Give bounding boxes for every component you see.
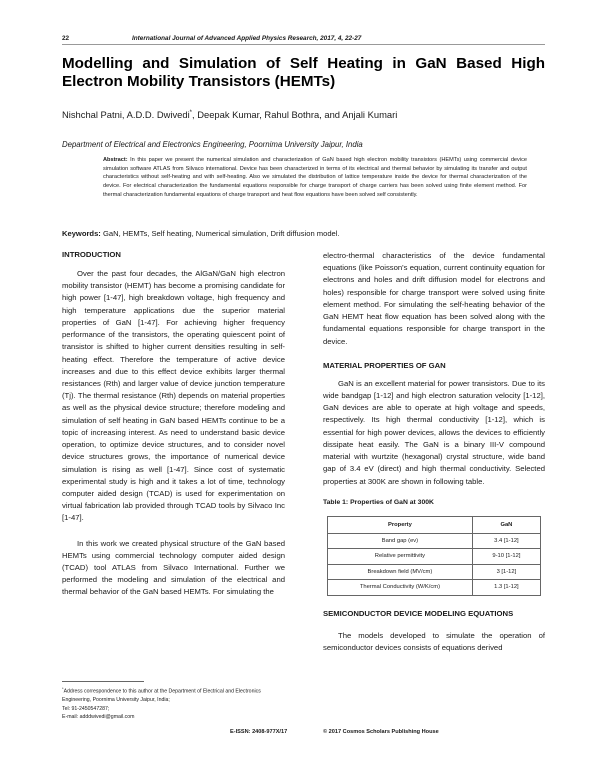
table-row xyxy=(328,533,541,549)
footnote-phone: Tel: 91-2450547287; xyxy=(62,705,110,712)
footer-publisher: © 2017 Cosmos Scholars Publishing House xyxy=(323,729,439,735)
corresponding-author-mark: * xyxy=(189,109,192,116)
table-row xyxy=(328,549,541,565)
footnote-divider xyxy=(62,681,144,682)
authors-part-2: , Deepak Kumar, Rahul Bothra, and Anjali Kumari xyxy=(192,109,398,120)
table-row xyxy=(328,580,541,596)
table-row xyxy=(328,564,541,580)
abstract-text: In this paper we present the numerical simulation and characterization of GaN based high electron mobility transistors (HEMTs) using commercial device simulation software ATLAS from Silvaco international. Device has been characterized in terms of its electrical and thermal behavior by simulating its transfer and output characteristics without self-heating and with self-heating. Also we simulated the distribution of lattice temperature inside the device for thermal characterization of the device. For electrical characterization the fundamental equations responsible for charge transport of charge carriers has been solved using finite element method. For thermal characterization fundamental equations of charge transport and heat flow equations have been solved self consistently. xyxy=(103,157,527,198)
abstract xyxy=(103,156,527,200)
right-column xyxy=(323,250,545,654)
keywords-text: GaN, HEMTs, Self heating, Numerical simulation, Drift diffusion model. xyxy=(102,229,340,238)
article-title: Modelling and Simulation of Self Heating in GaN Based High Electron Mobility Transistors (HEMTs) xyxy=(62,55,545,90)
table-cell: Breakdown field (MV/cm) xyxy=(328,564,473,580)
keywords xyxy=(62,229,340,238)
table-header-row xyxy=(328,516,541,533)
left-column xyxy=(62,250,285,599)
table-caption: Table 1: Properties of GaN at 300K xyxy=(323,498,434,506)
authors-part-1: Nishchal Patni, A.D.D. Dwivedi xyxy=(62,109,190,120)
introduction-paragraph-1: Over the past four decades, the AlGaN/GaN high electron mobility transistor (HEMT) has become a promising candidate for high power [1-47], high breakdown voltage, high frequency and high temperature applications due the superior material properties of GaN [1-47]. For achieving higher frequency performance of the transistors, the operating quiescent point of transistor is shifted to higher current densities resulting in self-heating effect. Therefore the temperature of active device increases and due to this effect device exhibits larger thermal resistances (Rth) and larger value of device junction temperature (Tj). The thermal resistance (Rth) depends on material properties as well as the physical device structure; therefore modeling and simulation of self heating in GaN based HEMTs continue to be a topic of increasing interest. As need to understand basic device operation, to optimize device structures, and to consider novel device structures grows, the importance of numerical device simulation is rising as well [1-47]. Since cost of systematic experimental study is high and it takes a lot of time, technology computer aided design (TCAD) is used for experimentation on virtual fabrication lab provided through TCAD tools by Silvaco Inc [1-47]. xyxy=(62,269,285,523)
introduction-paragraph-3: electro-thermal characteristics of the device fundamental equations (like Poisson's equation, current continuity equation for electrons and holes and drift diffusion model for electrons and holes) responsible for charge transport were solved using finite element method. For simulating the self-heating behavior of the GaN HEMT heat flow equation has been solved along with the fundamental equations responsible for charge transport in the device. xyxy=(323,251,545,346)
table-cell: 3 [1-12] xyxy=(472,564,540,580)
affiliation: Department of Electrical and Electronics Engineering, Poornima University Jaipur, India xyxy=(62,140,363,149)
modeling-heading: SEMICONDUCTOR DEVICE MODELING EQUATIONS xyxy=(323,608,514,618)
footer-issn: E-ISSN: 2408-977X/17 xyxy=(230,729,288,735)
author-list xyxy=(62,109,397,120)
footnote-address: Address correspondence to this author at the Department of Electrical and Electronics Engineering, Poornima University Jaipur, India; xyxy=(62,688,261,704)
introduction-heading: INTRODUCTION xyxy=(62,250,121,259)
table-header-property: Property xyxy=(328,516,473,533)
page-number: 22 xyxy=(62,35,70,42)
modeling-paragraph-1: The models developed to simulate the operation of semiconductor devices consists of equations derived xyxy=(323,630,545,652)
journal-citation: International Journal of Advanced Applied Physics Research, 2017, 4, 22-27 xyxy=(132,35,362,42)
material-properties-heading: MATERIAL PROPERTIES OF GAN xyxy=(323,360,446,370)
table-cell: Thermal Conductivity (W/K/cm) xyxy=(328,580,473,596)
introduction-paragraph-2: In this work we created physical structure of the GaN based HEMTs using commercial technology computer aided design (TCAD) tool ATLAS from Silvaco International. Further we performed the modeling and simulation of the electrical and thermal behavior of the GaN based HEMTs. For simulating the xyxy=(62,538,285,597)
table-cell: 1.3 [1-12] xyxy=(472,580,540,596)
footnote-mark: * xyxy=(62,686,64,691)
gan-properties-table xyxy=(327,516,541,596)
keywords-label: Keywords: xyxy=(62,229,101,238)
table-header-gan: GaN xyxy=(472,516,540,533)
header-divider xyxy=(62,44,545,45)
table-cell: Band gap (ev) xyxy=(328,533,473,549)
abstract-label: Abstract: xyxy=(103,157,128,163)
table-cell: 3.4 [1-12] xyxy=(472,533,540,549)
footnote-email: E-mail: adddwivedi@gmail.com xyxy=(62,714,135,721)
correspondence-footnote xyxy=(62,685,285,722)
material-paragraph-1: GaN is an excellent material for power transistors. Due to its wide bandgap [1-12] and high electron saturation velocity [1-12], GaN devices are able to operate at high voltage and speeds, respectively. Its high thermal conductivity [1-12], which is essential for high power devices, allows the devices to efficiently dissipate heat easily. The GaN is a binary III-V compound material with wurtzite (hexagonal) crystal structure, wide band gap of 3.4 eV (direct) and high thermal conductivity. Selected properties at 300K are shown in following table. xyxy=(323,378,545,486)
table-cell: 9-10 [1-12] xyxy=(472,549,540,565)
table-cell: Relative permittivity xyxy=(328,549,473,565)
